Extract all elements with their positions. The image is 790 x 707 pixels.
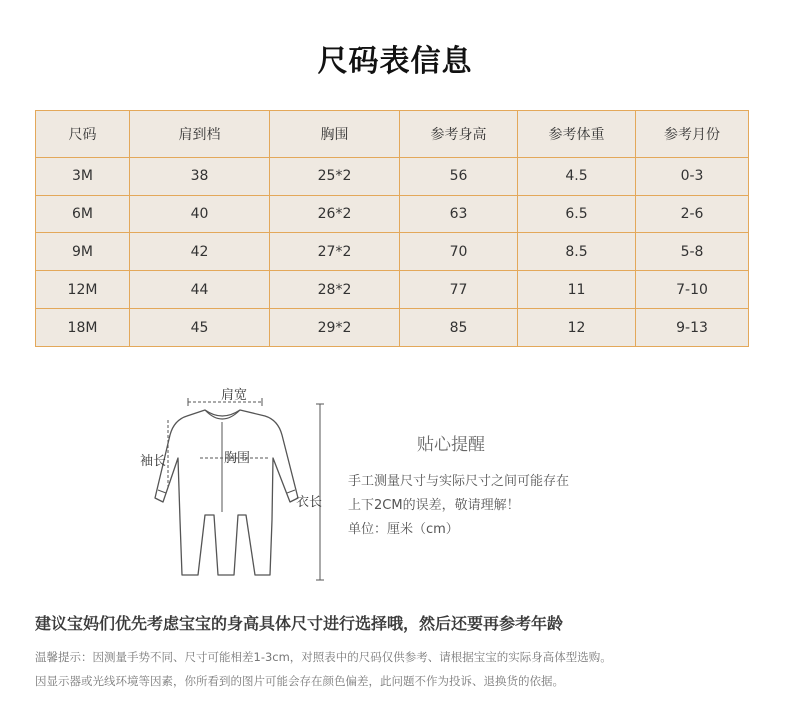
table-cell: 26*2 (270, 195, 400, 233)
tips-line-2: 上下2CM的误差，敬请理解！ (348, 498, 520, 513)
table-cell: 2-6 (636, 195, 749, 233)
table-cell: 3M (36, 157, 130, 195)
note-line-1: 温馨提示：因测量手势不同、尺寸可能相差1-3cm，对照表中的尺码仅供参考、请根据宝宝的实际身高体型选购。 (35, 650, 612, 664)
table-cell: 9M (36, 233, 130, 271)
table-cell: 7-10 (636, 271, 749, 309)
length-label: 衣长 (296, 495, 323, 510)
table-cell: 70 (400, 233, 518, 271)
table-row (36, 157, 749, 195)
table-row (36, 195, 749, 233)
tips-unit: 单位：厘米（cm） (348, 522, 459, 537)
table-cell: 25*2 (270, 157, 400, 195)
table-row (36, 271, 749, 309)
shoulder-label: 肩宽 (221, 388, 248, 403)
sleeve-label: 袖长 (140, 454, 167, 469)
table-cell: 6M (36, 195, 130, 233)
tips-line-1: 手工测量尺寸与实际尺寸之间可能存在 (348, 474, 570, 489)
header-shoulder-crotch: 肩到档 (130, 111, 270, 158)
table-cell: 56 (400, 157, 518, 195)
table-cell: 38 (130, 157, 270, 195)
table-cell: 27*2 (270, 233, 400, 271)
garment-diagram (130, 380, 330, 590)
table-cell: 18M (36, 309, 130, 347)
table-header-row (36, 111, 749, 158)
table-row (36, 309, 749, 347)
page-title: 尺码表信息 (317, 44, 473, 79)
tips-title: 贴心提醒 (417, 435, 485, 455)
table-cell: 4.5 (518, 157, 636, 195)
table-cell: 28*2 (270, 271, 400, 309)
header-months: 参考月份 (636, 111, 749, 158)
table-cell: 8.5 (518, 233, 636, 271)
table-row (36, 233, 749, 271)
header-height: 参考身高 (400, 111, 518, 158)
table-cell: 63 (400, 195, 518, 233)
table-cell: 42 (130, 233, 270, 271)
table-cell: 45 (130, 309, 270, 347)
header-weight: 参考体重 (518, 111, 636, 158)
table-cell: 85 (400, 309, 518, 347)
table-cell: 6.5 (518, 195, 636, 233)
table-cell: 9-13 (636, 309, 749, 347)
romper-outline (155, 410, 298, 575)
table-cell: 11 (518, 271, 636, 309)
table-cell: 0-3 (636, 157, 749, 195)
table-cell: 29*2 (270, 309, 400, 347)
header-size: 尺码 (36, 111, 130, 158)
size-table (35, 110, 749, 347)
table-cell: 12 (518, 309, 636, 347)
chest-label: 胸围 (224, 451, 251, 466)
table-cell: 12M (36, 271, 130, 309)
table-cell: 40 (130, 195, 270, 233)
table-cell: 44 (130, 271, 270, 309)
advice-text: 建议宝妈们优先考虑宝宝的身高具体尺寸进行选择哦，然后还要再参考年龄 (35, 614, 564, 633)
table-cell: 5-8 (636, 233, 749, 271)
header-chest: 胸围 (270, 111, 400, 158)
table-cell: 77 (400, 271, 518, 309)
note-line-2: 因显示器或光线环境等因素，你所看到的图片可能会存在颜色偏差，此问题不作为投诉、退换货的依据。 (35, 674, 564, 688)
